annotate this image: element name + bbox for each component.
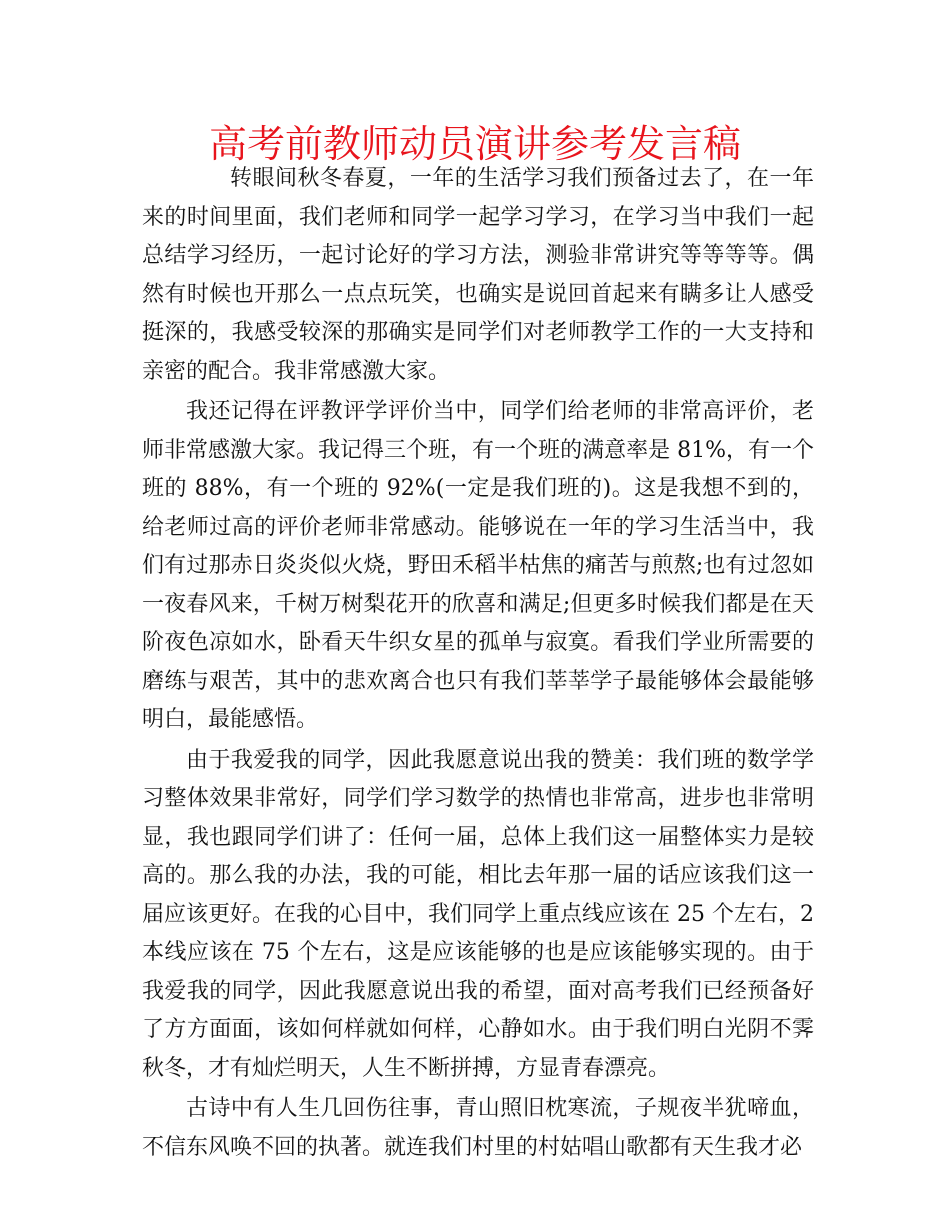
document-body — [142, 160, 814, 1167]
paragraph: 由于我爱我的同学，因此我愿意说出我的赞美：我们班的数学学习整体效果非常好，同学们学习数学的热情也非常高，进步也非常明显，我也跟同学们讲了：任何一届，总体上我们这一届整体实力是较高的。那么我的办法，我的可能，相比去年那一届的话应该我们这一届应该更好。在我的心目中，我们同学上重点线应该在 25 个左右，2 本线应该在 75 个左右，这是应该能够的也是应该能够实现的。由于我爱我的同学，因此我愿意说出我的希望，面对高考我们已经预备好了方方面面，该如何样就如何样，心静如水。由于我们明白光阴不霁秋冬，才有灿烂明天，人生不断拼搏，方显青春漂亮。 — [142, 747, 814, 1081]
paragraph: 古诗中有人生几回伤往事，青山照旧枕寒流，子规夜半犹啼血，不信东风唤不回的执著。就连我们村里的村姑唱山歌都有天生我才必 — [142, 1096, 814, 1160]
paragraph: 转眼间秋冬春夏，一年的生活学习我们预备过去了，在一年来的时间里面，我们老师和同学一起学习学习，在学习当中我们一起总结学习经历，一起讨论好的学习方法，测验非常讲究等等等等。偶然有时候也开那么一点点玩笑，也确实是说回首起来有瞒多让人感受挺深的，我感受较深的那确实是同学们对老师教学工作的一大支持和亲密的配合。我非常感激大家。 — [142, 166, 814, 384]
document-title: 高考前教师动员演讲参考发言稿 — [208, 122, 741, 166]
paragraph: 我还记得在评教评学评价当中，同学们给老师的非常高评价，老师非常感激大家。我记得三个班，有一个班的满意率是 81%，有一个班的 88%，有一个班的 92%(一定是我们班的)。这是我想不到的，给老师过高的评价老师非常感动。能够说在一年的学习生活当中，我们有过那赤日炎炎似火烧，野田禾稻半枯焦的痛苦与煎熬;也有过忽如一夜春风来，千树万树梨花开的欣喜和满足;但更多时候我们都是在天阶夜色凉如水，卧看天牛织女星的孤单与寂寞。看我们学业所需要的磨练与艰苦，其中的悲欢离合也只有我们莘莘学子最能够体会最能够明白，最能感悟。 — [142, 399, 814, 732]
